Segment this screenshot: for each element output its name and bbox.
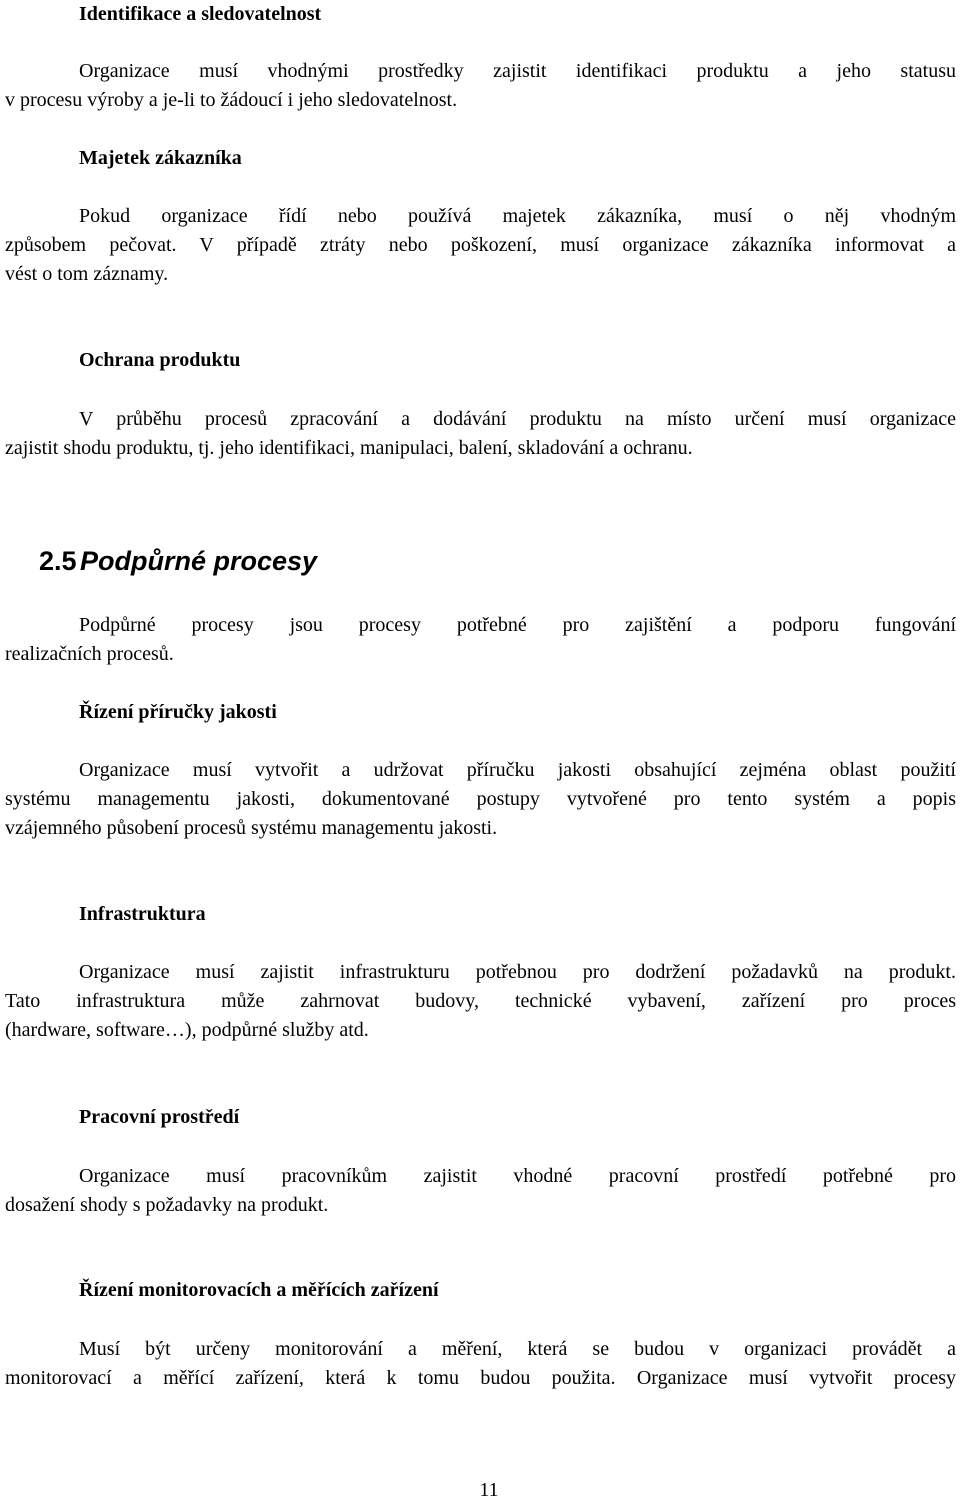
section-heading-infrastruktura: Infrastruktura	[79, 903, 206, 925]
paragraph-line: realizačních procesů.	[5, 643, 174, 665]
paragraph-line: Organizace musí vhodnými prostředky zajistit identifikaci produktu a jeho statusu	[79, 60, 956, 82]
section-paragraph-majetek	[5, 202, 956, 289]
paragraph-line: Tato infrastruktura může zahrnovat budovy, technické vybavení, zařízení pro proces	[5, 990, 956, 1012]
page-number: 11	[479, 1479, 499, 1501]
paragraph-line: (hardware, software…), podpůrné služby atd.	[5, 1019, 369, 1041]
paragraph-line: dosažení shody s požadavky na produkt.	[5, 1194, 329, 1216]
paragraph-line: vést o tom záznamy.	[5, 263, 169, 285]
section-heading-monitorovani: Řízení monitorovacích a měřících zařízení	[79, 1279, 439, 1301]
paragraph-line: Podpůrné procesy jsou procesy potřebné pro zajištění a podporu fungování	[79, 614, 956, 636]
paragraph-line: V průběhu procesů zpracování a dodávání produktu na místo určení musí organizace	[79, 408, 956, 430]
chapter-title: Podpůrné procesy	[80, 546, 318, 576]
paragraph-line: Organizace musí vytvořit a udržovat příručku jakosti obsahující zejména oblast použití	[79, 759, 956, 781]
paragraph-line: monitorovací a měřící zařízení, která k tomu budou použita. Organizace musí vytvořit procesy	[5, 1367, 956, 1389]
paragraph-line: vzájemného působení procesů systému managementu jakosti.	[5, 817, 498, 839]
section-paragraph-identifikace	[5, 57, 956, 115]
paragraph-line: Musí být určeny monitorování a měření, která se budou v organizaci provádět a	[79, 1338, 956, 1360]
section-heading-prostredi: Pracovní prostředí	[79, 1106, 240, 1128]
paragraph-line: systému managementu jakosti, dokumentované postupy vytvořené pro tento systém a popis	[5, 788, 956, 810]
chapter-number: 2.5	[39, 546, 77, 576]
paragraph-line: Organizace musí pracovníkům zajistit vhodné pracovní prostředí potřebné pro	[79, 1165, 956, 1187]
section-heading-majetek: Majetek zákazníka	[79, 147, 242, 169]
section-paragraph-monitorovani	[5, 1335, 956, 1393]
section-heading-prirucka: Řízení příručky jakosti	[79, 701, 277, 723]
section-heading-identifikace: Identifikace a sledovatelnost	[79, 3, 322, 25]
section-paragraph-ochrana	[5, 405, 956, 463]
section-paragraph-infrastruktura	[5, 958, 956, 1045]
section-paragraph-prostredi	[5, 1162, 956, 1220]
chapter-paragraph	[5, 611, 956, 669]
paragraph-line: Organizace musí zajistit infrastrukturu potřebnou pro dodržení požadavků na produkt.	[79, 961, 956, 983]
paragraph-line: v procesu výroby a je-li to žádoucí i jeho sledovatelnost.	[5, 89, 458, 111]
section-paragraph-prirucka	[5, 756, 956, 843]
section-heading-ochrana: Ochrana produktu	[79, 349, 241, 371]
paragraph-line: Pokud organizace řídí nebo používá majetek zákazníka, musí o něj vhodným	[79, 205, 956, 227]
paragraph-line: způsobem pečovat. V případě ztráty nebo poškození, musí organizace zákazníka informovat a	[5, 234, 956, 256]
paragraph-line: zajistit shodu produktu, tj. jeho identifikaci, manipulaci, balení, skladování a ochranu.	[5, 437, 693, 459]
